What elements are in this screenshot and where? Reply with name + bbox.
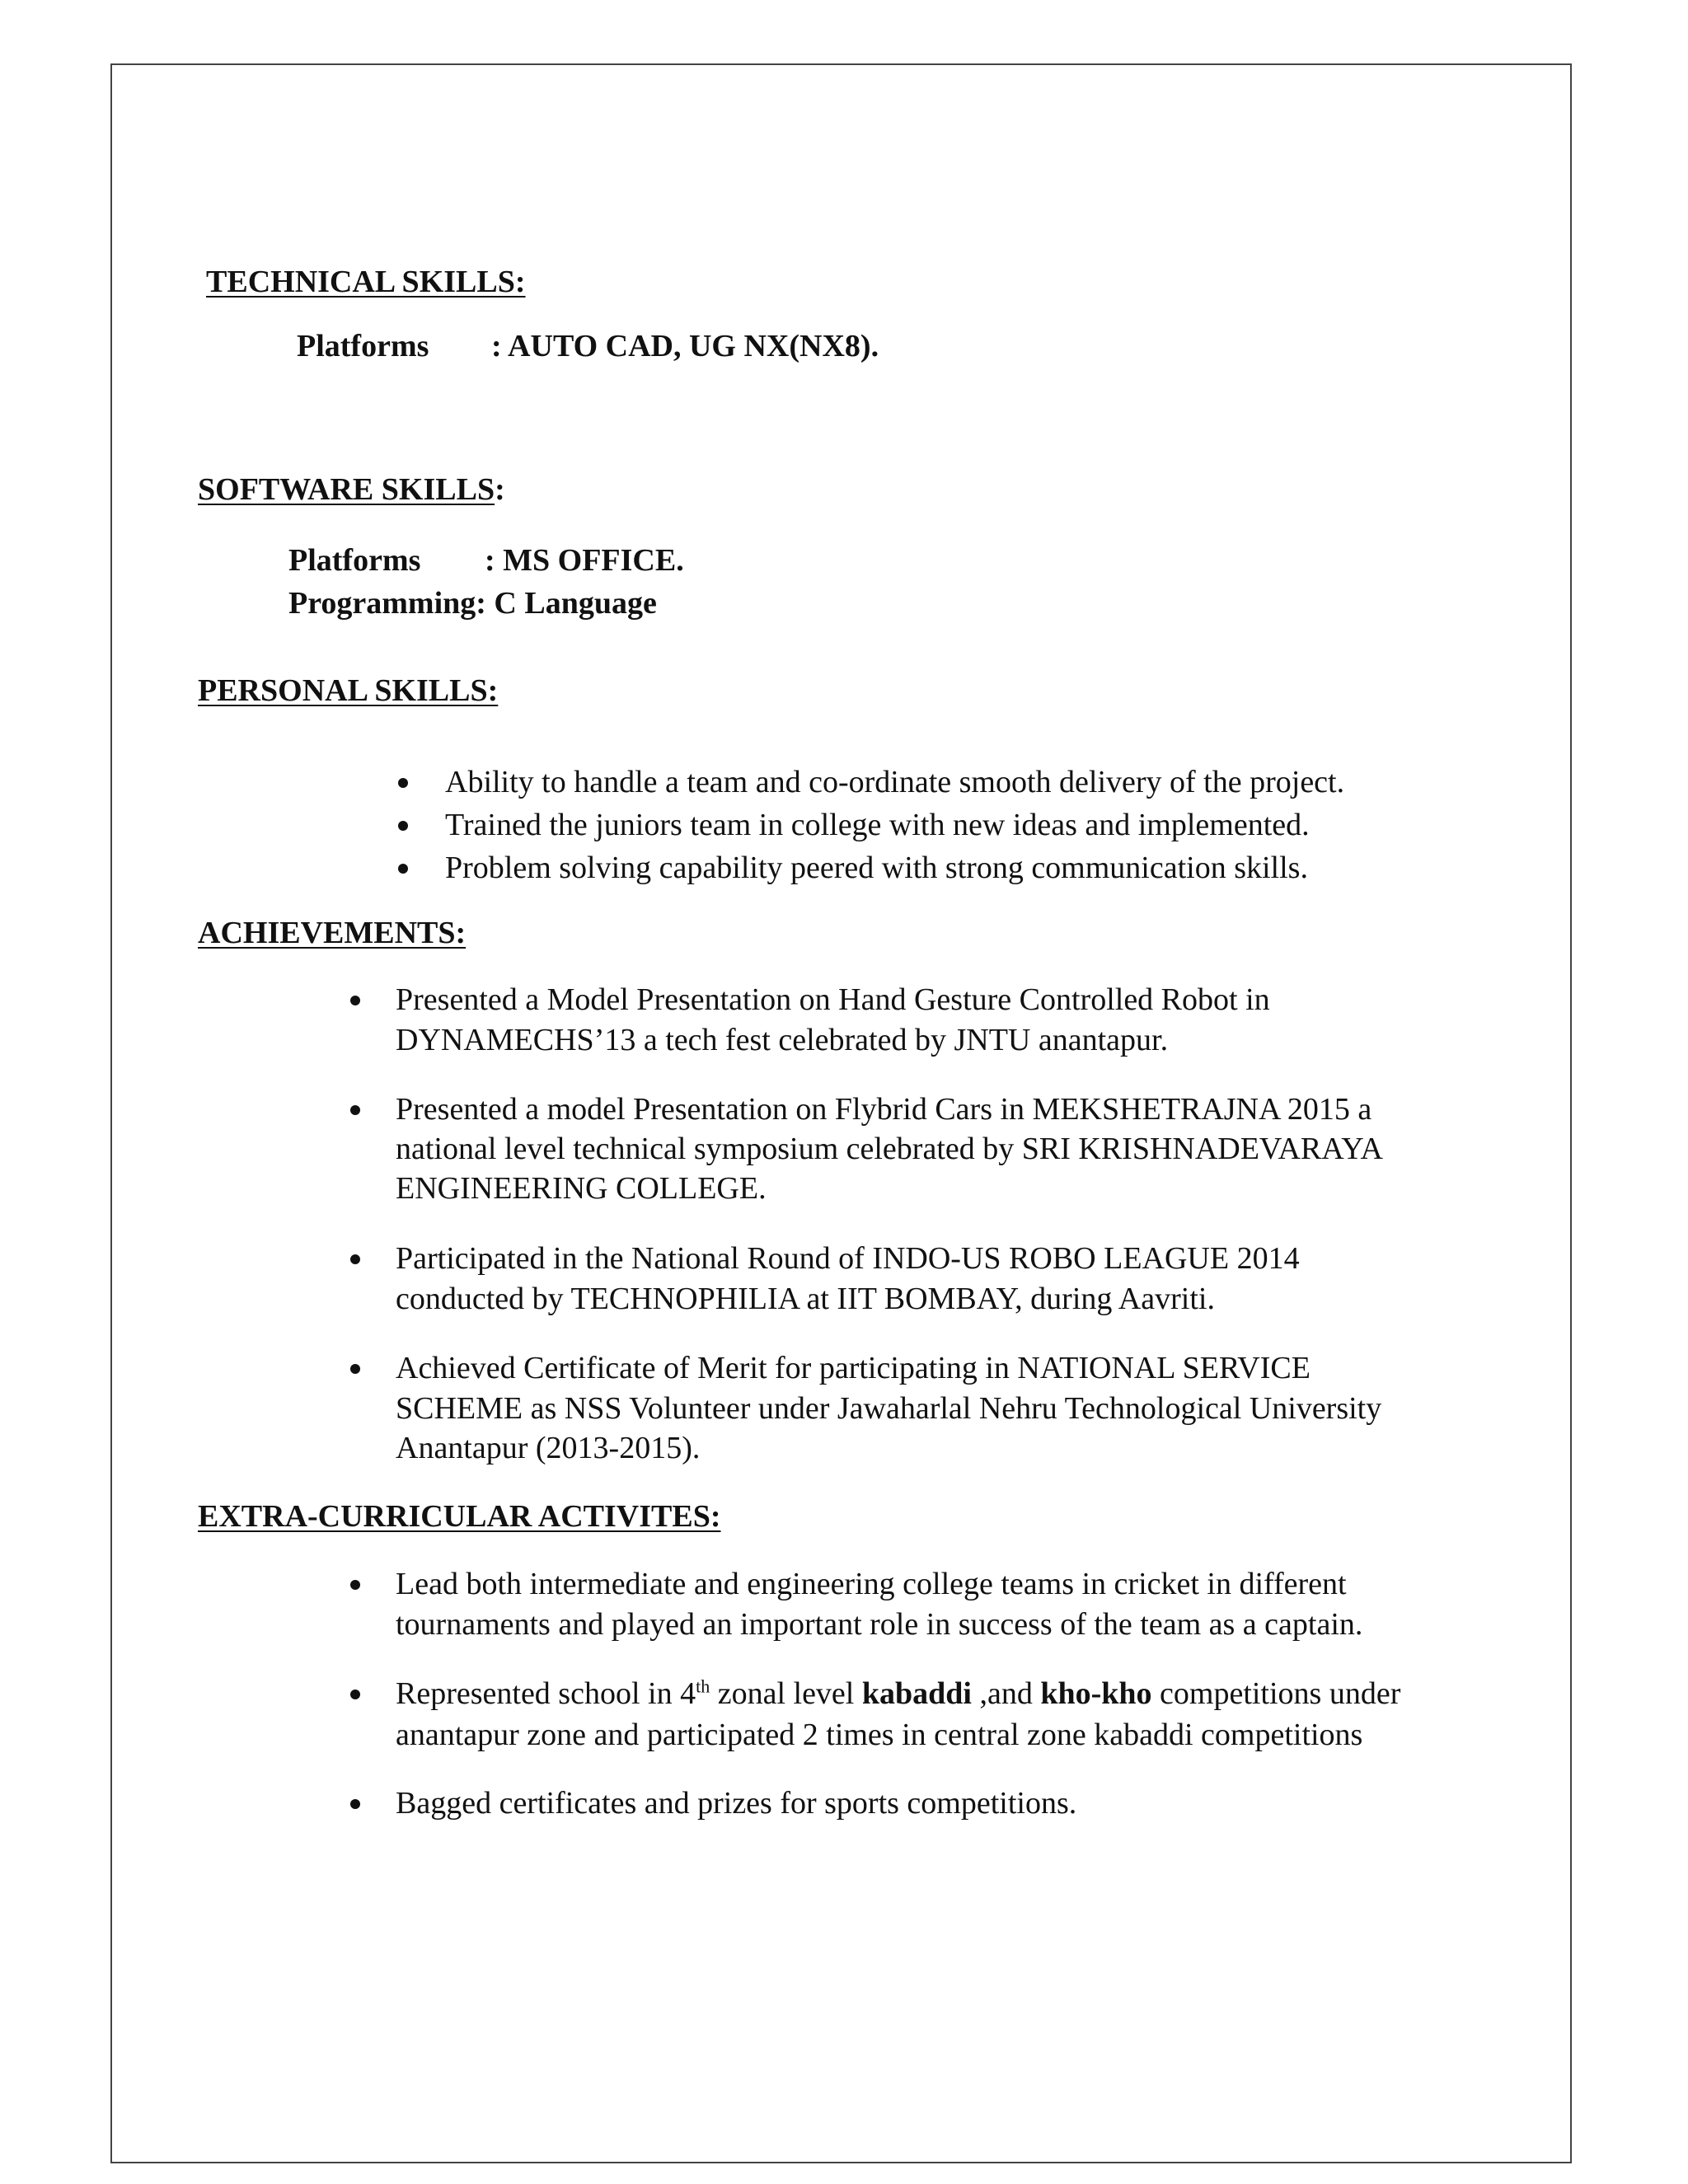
software-platforms-value: : MS OFFICE.: [485, 543, 684, 578]
bullet-icon: [350, 1690, 360, 1699]
achievement-item-line: DYNAMECHS’13 a tech fest celebrated by JNTU anantapur.: [396, 1023, 1169, 1057]
software-platforms-label: Platforms: [288, 543, 421, 578]
ordinal-suffix: th: [696, 1675, 710, 1697]
technical-skills-heading: TECHNICAL SKILLS:: [206, 265, 526, 299]
software-skills-heading-wrap: [198, 471, 505, 508]
personal-skills-heading: PERSONAL SKILLS:: [198, 673, 499, 708]
extra-curricular-item-line: Lead both intermediate and engineering college teams in cricket in different: [396, 1567, 1347, 1601]
extra-curricular-heading: EXTRA-CURRICULAR ACTIVITES:: [198, 1499, 721, 1534]
item2-text-part: Represented school in 4: [396, 1676, 696, 1711]
achievement-item-line: ENGINEERING COLLEGE.: [396, 1171, 767, 1206]
achievement-item-line: Participated in the National Round of INDO-US ROBO LEAGUE 2014: [396, 1241, 1300, 1276]
bullet-icon: [398, 864, 408, 874]
kabaddi-bold-text: kabaddi: [861, 1676, 972, 1711]
extra-curricular-item-line: tournaments and played an important role in success of the team as a captain.: [396, 1607, 1363, 1642]
item2-text-part: zonal level: [710, 1676, 862, 1711]
kho-kho-bold-text: kho-kho: [1040, 1676, 1152, 1711]
bullet-icon: [350, 1364, 360, 1374]
extra-curricular-item-line: Bagged certificates and prizes for sports competitions.: [396, 1786, 1077, 1821]
achievement-item-line: Achieved Certificate of Merit for participating in NATIONAL SERVICE: [396, 1351, 1311, 1385]
bullet-icon: [350, 996, 360, 1005]
achievements-heading: ACHIEVEMENTS:: [198, 916, 467, 950]
bullet-icon: [350, 1799, 360, 1809]
bullet-icon: [398, 821, 408, 831]
achievement-item-line: conducted by TECHNOPHILIA at IIT BOMBAY, during Aavriti.: [396, 1282, 1215, 1316]
programming-label-text: Programming: [288, 586, 476, 621]
technical-platforms-value: : AUTO CAD, UG NX(NX8).: [491, 329, 879, 363]
personal-skill-item: Trained the juniors team in college with new ideas and implemented.: [445, 808, 1310, 842]
item2-text-part: ,and: [971, 1676, 1041, 1711]
achievement-item-line: Anantapur (2013-2015).: [396, 1431, 701, 1465]
software-skills-heading-colon: :: [495, 472, 505, 507]
bullet-icon: [398, 778, 408, 788]
bullet-icon: [350, 1580, 360, 1590]
achievement-item-line: national level technical symposium celebrated by SRI KRISHNADEVARAYA: [396, 1132, 1383, 1166]
item2-text-part: competitions under: [1151, 1676, 1401, 1711]
extra-curricular-item-line: anantapur zone and participated 2 times in central zone kabaddi competitions: [396, 1718, 1363, 1752]
achievement-item-line: Presented a model Presentation on Flybrid Cars in MEKSHETRAJNA 2015 a: [396, 1092, 1372, 1127]
achievement-item-line: Presented a Model Presentation on Hand Gesture Controlled Robot in: [396, 982, 1270, 1017]
bullet-icon: [350, 1254, 360, 1264]
software-programming-label: [288, 585, 657, 621]
extra-curricular-item-line: [396, 1674, 1400, 1714]
personal-skill-item: Ability to handle a team and co-ordinate smooth delivery of the project.: [445, 765, 1345, 799]
technical-platforms-label: Platforms: [297, 329, 429, 363]
achievement-item-line: SCHEME as NSS Volunteer under Jawaharlal Nehru Technological University: [396, 1391, 1382, 1426]
bullet-icon: [350, 1105, 360, 1115]
personal-skill-item: Problem solving capability peered with strong communication skills.: [445, 851, 1308, 885]
programming-value-text: : C Language: [476, 586, 657, 621]
software-skills-heading: SOFTWARE SKILLS: [198, 472, 495, 507]
